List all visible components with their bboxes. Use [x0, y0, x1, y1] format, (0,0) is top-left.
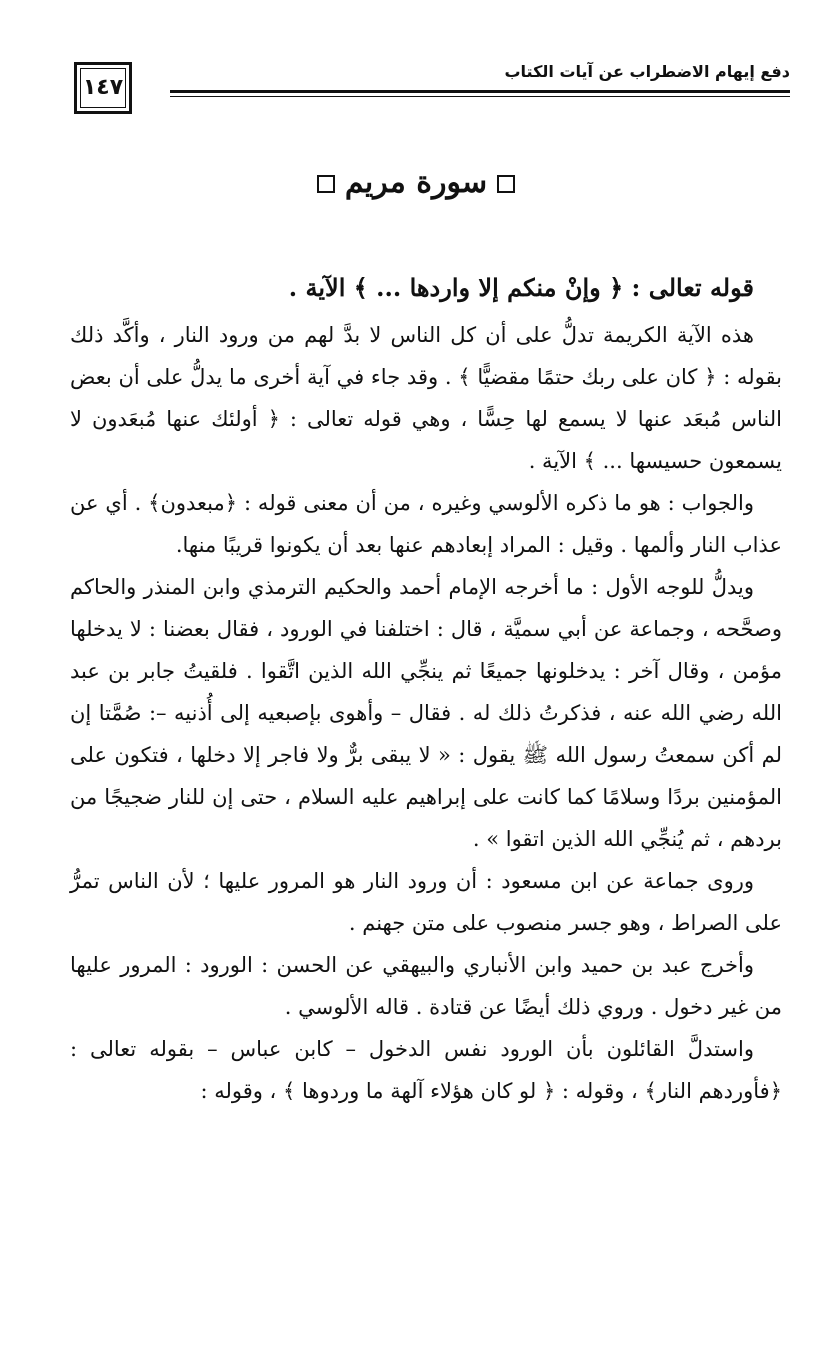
page-number: ١٤٧	[82, 75, 124, 100]
surah-title-text: سورة مريم	[344, 165, 488, 200]
page-number-box	[74, 62, 132, 114]
paragraph: هذه الآية الكريمة تدلُّ على أن كل الناس لا بدَّ لهم من ورود النار ، وأكَّد ذلك بقوله : ﴿ كان على ربك حتمًا مقضيًّا ﴾ . وقد جاء في آية أخرى ما يدلُّ على أن بعض الناس مُبعَد عنها لا يسمع لها حِسًّا ، وهي قوله تعالى : ﴿ أولئك عنها مُبعَدون لا يسمعون حسيسها ... ﴾ الآية .	[70, 323, 782, 473]
paragraph: ويدلُّ للوجه الأول : ما أخرجه الإمام أحمد والحكيم الترمذي وابن المنذر والحاكم وصحَّحه ، وجماعة عن أبي سميَّة ، قال : اختلفنا في الورود ، فقال بعضنا : لا يدخلها مؤمن ، وقال آخر : يدخلونها جميعًا ثم ينجِّي الله الذين اتَّقوا . فلقيتُ جابر بن عبد الله رضي الله عنه ، فذكرتُ ذلك له . فقال – وأهوى بإصبعيه إلى أُذنيه –: صُمَّتا إن لم أكن سمعتُ رسول الله ﷺ يقول : « لا يبقى برٌّ ولا فاجر إلا دخلها ، فتكون على المؤمنين بردًا وسلامًا كما كانت على إبراهيم عليه السلام ، حتى إن للنار ضجيجًا من بردهم ، ثم يُنجِّي الله الذين اتقوا » .	[70, 575, 782, 851]
surah-title	[0, 165, 832, 200]
paragraph: وأخرج عبد بن حميد وابن الأنباري والبيهقي عن الحسن : الورود : المرور عليها من غير دخول . وروي ذلك أيضًا عن قتادة . قاله الألوسي .	[70, 953, 782, 1019]
page-header	[60, 40, 790, 130]
square-ornament-icon	[497, 175, 515, 193]
header-rule-thin	[170, 96, 790, 97]
running-title: دفع إيهام الاضطراب عن آيات الكتاب	[504, 62, 790, 81]
paragraph: وروى جماعة عن ابن مسعود : أن ورود النار هو المرور عليها ؛ لأن الناس تمرُّ على الصراط ، وهو جسر منصوب على متن جهنم .	[70, 869, 782, 935]
body-text	[70, 262, 782, 1112]
square-ornament-icon	[317, 175, 335, 193]
verse-heading: قوله تعالى : ﴿ وإنْ منكم إلا واردها ... ﴾ الآية .	[288, 273, 754, 302]
paragraph: واستدلَّ القائلون بأن الورود نفس الدخول – كابن عباس – بقوله تعالى : ﴿فأوردهم النار﴾ ، وقوله : ﴿ لو كان هؤلاء آلهة ما وردوها ﴾ ، وقوله :	[70, 1037, 782, 1103]
paragraph: والجواب : هو ما ذكره الألوسي وغيره ، من أن معنى قوله : ﴿مبعدون﴾ . أي عن عذاب النار وألمها . وقيل : المراد إبعادهم عنها بعد أن يكونوا قريبًا منها.	[70, 491, 782, 557]
header-rule-thick	[170, 90, 790, 93]
